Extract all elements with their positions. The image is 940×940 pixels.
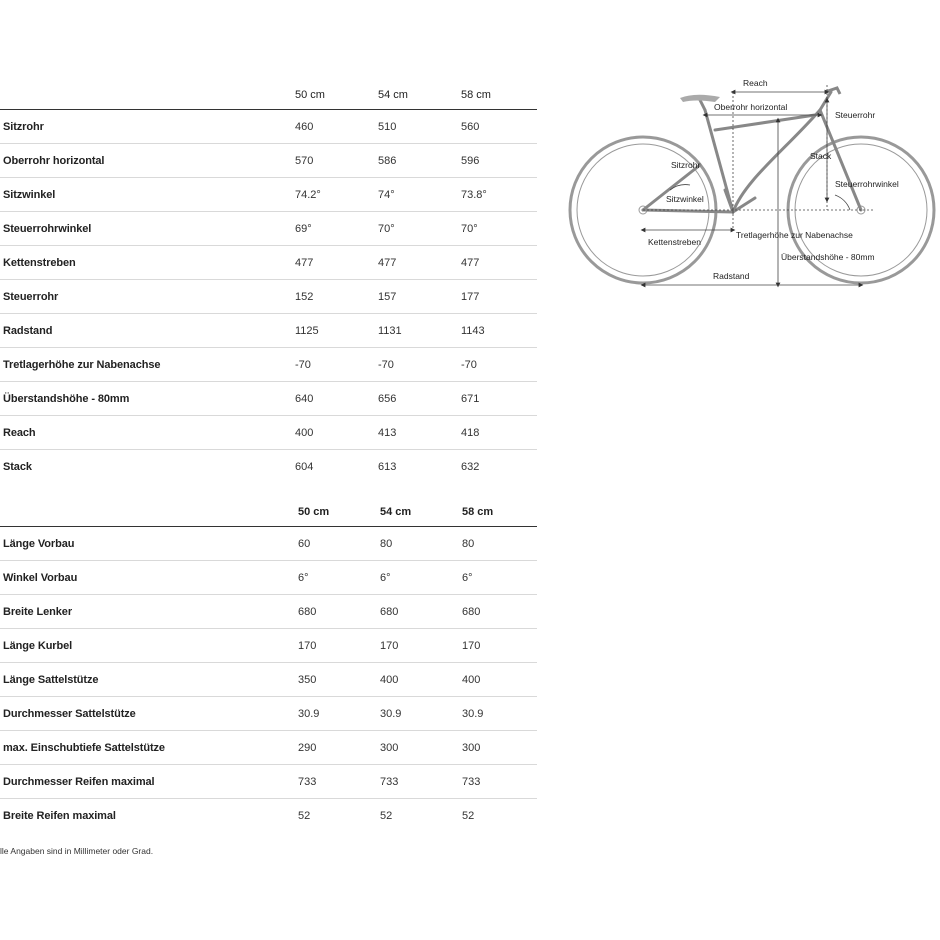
row-label: Steuerrohr	[3, 291, 59, 303]
table-row	[0, 629, 537, 663]
row-value: 418	[461, 427, 480, 439]
row-label: Sitzrohr	[3, 121, 44, 133]
row-value: 400	[295, 427, 314, 439]
row-value: -70	[461, 359, 477, 371]
label-wheelbase: Radstand	[713, 271, 750, 281]
row-label: Länge Sattelstütze	[3, 674, 99, 686]
label-top-tube: Oberrohr horizontal	[714, 102, 788, 112]
size-header-58: 58 cm	[461, 89, 491, 101]
table-row	[0, 178, 537, 212]
row-value: 680	[298, 606, 317, 618]
size-header-54: 54 cm	[378, 89, 408, 101]
table-row	[0, 765, 537, 799]
components-header-row	[0, 498, 537, 527]
row-value: 80	[380, 538, 393, 550]
row-label: Winkel Vorbau	[3, 572, 78, 584]
row-label: Oberrohr horizontal	[3, 155, 105, 167]
row-value: 6°	[462, 572, 473, 584]
row-value: 656	[378, 393, 397, 405]
row-value: 157	[378, 291, 397, 303]
row-value: 300	[380, 742, 399, 754]
row-value: 570	[295, 155, 314, 167]
row-value: 400	[380, 674, 399, 686]
row-label: Radstand	[3, 325, 53, 337]
table-row	[0, 595, 537, 629]
row-value: 604	[295, 461, 314, 473]
row-value: 74°	[378, 189, 395, 201]
row-value: 60	[298, 538, 311, 550]
bike-diagram-svg	[565, 70, 940, 300]
row-value: -70	[295, 359, 311, 371]
row-value: 30.9	[380, 708, 402, 720]
table-row	[0, 527, 537, 561]
row-label: Breite Lenker	[3, 606, 73, 618]
size-header-58: 58 cm	[462, 506, 494, 518]
row-value: 80	[462, 538, 475, 550]
row-label: Durchmesser Reifen maximal	[3, 776, 155, 788]
label-reach: Reach	[743, 78, 768, 88]
row-value: 640	[295, 393, 314, 405]
row-value: 177	[461, 291, 480, 303]
label-chainstays: Kettenstreben	[648, 237, 701, 247]
label-seat-tube: Sitzrohr	[671, 160, 701, 170]
row-value: 6°	[298, 572, 309, 584]
geometry-table	[0, 81, 537, 483]
row-value: 680	[380, 606, 399, 618]
size-header-50: 50 cm	[298, 506, 330, 518]
row-value: 52	[298, 810, 311, 822]
row-value: 52	[462, 810, 475, 822]
label-head-angle: Steuerrohrwinkel	[835, 179, 899, 189]
row-value: 413	[378, 427, 397, 439]
row-value: 400	[462, 674, 481, 686]
row-value: 6°	[380, 572, 391, 584]
row-label: Sitzwinkel	[3, 189, 56, 201]
row-value: 477	[378, 257, 397, 269]
row-value: 70°	[378, 223, 395, 235]
row-value: 680	[462, 606, 481, 618]
row-value: 733	[298, 776, 317, 788]
table-row	[0, 663, 537, 697]
row-value: 170	[380, 640, 399, 652]
row-label: max. Einschubtiefe Sattelstütze	[3, 742, 165, 754]
row-value: 69°	[295, 223, 312, 235]
row-label: Länge Vorbau	[3, 538, 75, 550]
row-value: 510	[378, 121, 397, 133]
row-value: 1143	[461, 325, 485, 337]
footnote: lle Angaben sind in Millimeter oder Grad.	[0, 846, 154, 856]
table-row	[0, 110, 537, 144]
row-value: 30.9	[462, 708, 484, 720]
label-bb-drop: Tretlagerhöhe zur Nabenachse	[736, 230, 853, 240]
row-value: 1125	[295, 325, 319, 337]
table-row	[0, 450, 537, 483]
components-table	[0, 498, 537, 832]
table-row	[0, 416, 537, 450]
row-value: 290	[298, 742, 317, 754]
row-value: 477	[461, 257, 480, 269]
row-value: 170	[462, 640, 481, 652]
row-label: Überstandshöhe - 80mm	[3, 393, 130, 405]
table-row	[0, 144, 537, 178]
row-value: 632	[461, 461, 480, 473]
row-value: 152	[295, 291, 314, 303]
row-value: 596	[461, 155, 480, 167]
row-label: Durchmesser Sattelstütze	[3, 708, 136, 720]
row-label: Kettenstreben	[3, 257, 76, 269]
table-row	[0, 697, 537, 731]
table-row	[0, 799, 537, 832]
table-row	[0, 280, 537, 314]
row-value: 300	[462, 742, 481, 754]
row-value: 74.2°	[295, 189, 321, 201]
row-value: 70°	[461, 223, 478, 235]
row-value: 477	[295, 257, 314, 269]
row-label: Breite Reifen maximal	[3, 810, 116, 822]
bike-geometry-diagram	[565, 70, 940, 300]
size-header-54: 54 cm	[380, 506, 412, 518]
row-label: Reach	[3, 427, 36, 439]
table-row	[0, 382, 537, 416]
row-label: Stack	[3, 461, 32, 473]
row-value: 52	[380, 810, 393, 822]
row-label: Länge Kurbel	[3, 640, 73, 652]
row-value: -70	[378, 359, 394, 371]
geometry-header-row	[0, 81, 537, 110]
row-value: 1131	[378, 325, 402, 337]
row-value: 73.8°	[461, 189, 487, 201]
row-value: 460	[295, 121, 314, 133]
table-row	[0, 246, 537, 280]
row-value: 586	[378, 155, 397, 167]
size-header-50: 50 cm	[295, 89, 325, 101]
row-value: 560	[461, 121, 480, 133]
table-row	[0, 212, 537, 246]
table-row	[0, 731, 537, 765]
row-label: Tretlagerhöhe zur Nabenachse	[3, 359, 161, 371]
label-stack: Stack	[810, 151, 832, 161]
row-value: 30.9	[298, 708, 320, 720]
row-value: 671	[461, 393, 480, 405]
row-value: 733	[380, 776, 399, 788]
row-value: 733	[462, 776, 481, 788]
table-row	[0, 348, 537, 382]
table-row	[0, 561, 537, 595]
row-label: Steuerrohrwinkel	[3, 223, 92, 235]
row-value: 170	[298, 640, 317, 652]
label-seat-angle: Sitzwinkel	[666, 194, 704, 204]
label-head-tube: Steuerrohr	[835, 110, 876, 120]
table-row	[0, 314, 537, 348]
row-value: 613	[378, 461, 397, 473]
row-value: 350	[298, 674, 317, 686]
label-standover: Überstandshöhe - 80mm	[781, 252, 875, 262]
